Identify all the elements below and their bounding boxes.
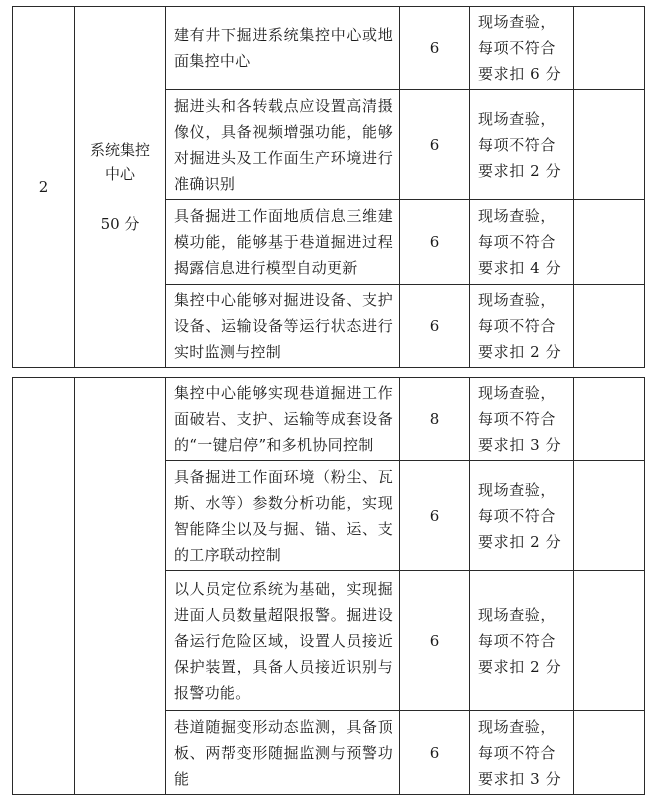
empty-cell — [574, 7, 645, 90]
score-cell — [400, 461, 470, 571]
method-cell — [470, 461, 574, 571]
requirement-cell — [166, 200, 400, 285]
empty-cell — [574, 378, 645, 461]
requirement-cell — [166, 711, 400, 795]
category-cell — [75, 7, 166, 368]
row-score: 6 — [429, 233, 440, 251]
requirement-text: 集控中心能够对掘进设备、支护设备、运输设备等运行状态进行实时监测与控制 — [174, 291, 393, 361]
method-cell — [470, 378, 574, 461]
method-cell — [470, 571, 574, 711]
requirement-cell — [166, 461, 400, 571]
assessment-method: 现场查验，每项不符合要求扣 2 分 — [478, 291, 562, 361]
empty-cell — [574, 711, 645, 795]
item-number-cell — [13, 7, 75, 368]
assessment-method: 现场查验，每项不符合要求扣 2 分 — [478, 605, 562, 676]
method-cell — [470, 90, 574, 200]
empty-cell — [574, 571, 645, 711]
method-cell — [470, 285, 574, 368]
score-cell — [400, 200, 470, 285]
score-cell — [400, 285, 470, 368]
method-cell — [470, 7, 574, 90]
category-score: 50 分 — [100, 215, 140, 233]
scoring-table-part-2 — [12, 377, 645, 795]
requirement-cell — [166, 571, 400, 711]
score-cell — [400, 711, 470, 795]
empty-cell — [574, 90, 645, 200]
row-score: 6 — [429, 39, 440, 57]
empty-cell — [574, 285, 645, 368]
row-score: 6 — [429, 743, 440, 762]
method-cell — [470, 200, 574, 285]
empty-cell — [574, 200, 645, 285]
method-cell — [470, 711, 574, 795]
score-cell — [400, 90, 470, 200]
assessment-method: 现场查验，每项不符合要求扣 3 分 — [478, 384, 562, 454]
table-row — [13, 7, 645, 90]
requirement-text: 建有井下掘进系统集控中心或地面集控中心 — [174, 26, 393, 70]
assessment-method: 现场查验，每项不符合要求扣 2 分 — [478, 480, 562, 551]
assessment-method: 现场查验，每项不符合要求扣 6 分 — [478, 13, 562, 83]
requirement-text: 具备掘进工作面地质信息三维建模功能，能够基于巷道掘进过程揭露信息进行模型自动更新 — [174, 207, 393, 277]
requirement-text: 巷道随掘变形动态监测，具备顶板、两帮变形随掘监测与预警功能 — [174, 717, 393, 788]
scoring-table-part-1 — [12, 6, 645, 368]
row-score: 6 — [429, 506, 440, 525]
assessment-method: 现场查验，每项不符合要求扣 2 分 — [478, 109, 562, 180]
requirement-text: 掘进头和各转载点应设置高清摄像仪，具备视频增强功能，能够对掘进头及工作面生产环境进行准确识别 — [174, 96, 393, 193]
table-row — [13, 378, 645, 461]
category-spacer — [75, 186, 165, 212]
item-number: 2 — [38, 178, 49, 196]
row-score: 6 — [429, 317, 440, 335]
empty-cell — [574, 461, 645, 571]
category-name-line2: 中心 — [104, 165, 135, 183]
row-score: 6 — [429, 631, 440, 650]
requirement-text: 以人员定位系统为基础，实现掘进面人员数量超限报警。掘进设备运行危险区域，设置人员接近保护装置，具备人员接近识别与报警功能。 — [174, 579, 393, 702]
requirement-text: 集控中心能够实现巷道掘进工作面破岩、支护、运输等成套设备的“一键启停”和多机协同控制 — [174, 384, 393, 454]
requirement-cell — [166, 7, 400, 90]
category-name-line1: 系统集控 — [89, 141, 150, 159]
row-score: 8 — [429, 410, 440, 428]
score-cell — [400, 571, 470, 711]
row-score: 6 — [429, 135, 440, 154]
requirement-text: 具备掘进工作面环境（粉尘、瓦斯、水等）参数分析功能，实现智能降尘以及与掘、锚、运、支的工序联动控制 — [174, 467, 393, 564]
requirement-cell — [166, 285, 400, 368]
assessment-method: 现场查验，每项不符合要求扣 3 分 — [478, 717, 562, 788]
assessment-method: 现场查验，每项不符合要求扣 4 分 — [478, 207, 562, 277]
category-cell — [75, 378, 166, 795]
requirement-cell — [166, 90, 400, 200]
requirement-cell — [166, 378, 400, 461]
score-cell — [400, 7, 470, 90]
score-cell — [400, 378, 470, 461]
item-number-cell — [13, 378, 75, 795]
